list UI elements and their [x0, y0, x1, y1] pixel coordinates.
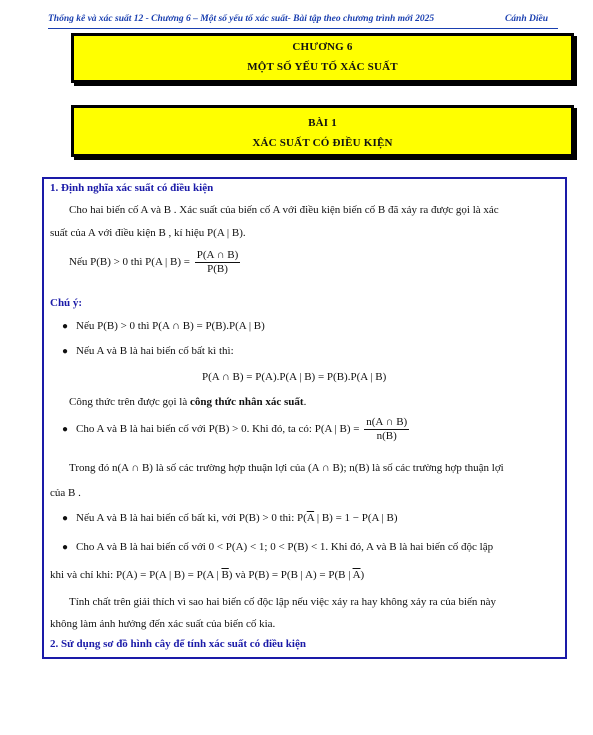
note-bullet-4-prefix: Nếu A và B là hai biến cố bất kì, với P(B) > 0 thì: P(: [76, 512, 307, 524]
note-bullet-5: [62, 541, 493, 554]
note-bullet-1: [62, 320, 265, 333]
note-heading: Chú ý:: [50, 297, 83, 309]
content-box: [42, 177, 567, 659]
where-line-1: Trong đó n(A ∩ B) là số các trường hợp thuận lợi của (A ∩ B); n(B) là số các trường hợp thuận lợi: [69, 462, 504, 474]
where-line-2: của B .: [50, 487, 81, 499]
note-bullet-3-text: Cho A và B là hai biến cố với P(B) > 0. Khi đó, ta có: P(A | B) =: [76, 423, 360, 436]
conditional-fraction-denominator: P(B): [207, 263, 228, 276]
section-1-heading: 1. Định nghĩa xác suất có điều kiện: [50, 182, 214, 194]
definition-line-2: suất của A với điều kiện B , kí hiệu P(A | B).: [50, 227, 246, 239]
independence-part-a: khi và chỉ khi: P(A) = P(A | B) = P(A |: [50, 569, 222, 581]
independence-line-2: không làm ảnh hưởng đến xác suất của biến cố kia.: [50, 618, 276, 630]
note-bullet-1-text: Nếu P(B) > 0 thì P(A ∩ B) = P(B).P(A | B): [76, 320, 265, 332]
count-fraction-denominator: n(B): [376, 430, 397, 443]
running-header: [48, 14, 558, 29]
note-bullet-4-suffix: | B) = 1 − P(A | B): [314, 512, 398, 524]
section-2-heading: 2. Sử dụng sơ đồ hình cây để tính xác suất có điều kiện: [50, 638, 306, 650]
independence-part-b: ) và P(B) = P(B | A) = P(B |: [228, 569, 353, 581]
independence-line-1: Tính chất trên giải thích vì sao hai biến cố độc lập nếu việc xảy ra hay không xảy ra của biến này: [69, 596, 497, 608]
independence-condition: [50, 569, 364, 582]
bullet-dot-icon: ●: [62, 321, 69, 332]
count-fraction: [364, 416, 409, 443]
conditional-formula: [69, 249, 242, 276]
multiplication-rule-prefix: Công thức trên được gọi là: [69, 396, 190, 408]
definition-line-1: Cho hai biến cố A và B . Xác suất của biến cố A với điều kiện biến cố B đã xảy ra được gọi là xác: [69, 204, 499, 216]
bullet-dot-icon: ●: [62, 542, 69, 553]
note-bullet-3: [62, 416, 411, 443]
bullet-dot-icon: ●: [62, 424, 69, 436]
complement-a: $\overline{A}$: [306, 512, 315, 524]
count-fraction-numerator: n(A ∩ B): [364, 416, 409, 430]
bullet-dot-icon: ●: [62, 513, 69, 524]
conditional-fraction-numerator: P(A ∩ B): [195, 249, 241, 263]
conditional-fraction: [195, 249, 241, 276]
bullet-dot-icon: ●: [62, 346, 69, 357]
header-publisher: Cánh Diều: [504, 14, 548, 24]
chapter-banner: [71, 33, 574, 83]
chapter-label: CHƯƠNG 6: [292, 41, 353, 53]
note-bullet-5-line-1: Cho A và B là hai biến cố với 0 < P(A) < 1; 0 < P(B) < 1. Khi đó, A và B là hai biến cố độc lập: [76, 541, 494, 553]
chapter-title: MỘT SỐ YẾU TỐ XÁC SUẤT: [247, 61, 398, 73]
note-bullet-4: [62, 512, 398, 525]
complement-b: $\overline{B}$: [221, 569, 229, 581]
multiplication-rule-name: công thức nhân xác suất: [190, 396, 304, 408]
multiplication-rule-suffix: .: [303, 396, 307, 408]
multiplication-rule-line: [69, 396, 306, 409]
note-bullet-2-text: Nếu A và B là hai biến cố bất kì thì:: [76, 345, 234, 357]
lesson-label: BÀI 1: [308, 117, 337, 129]
note-bullet-2: [62, 345, 234, 358]
lesson-title: XÁC SUẤT CÓ ĐIỀU KIỆN: [252, 137, 393, 149]
lesson-banner: [71, 105, 574, 157]
independence-part-c: ): [360, 569, 365, 581]
conditional-formula-prefix: Nếu P(B) > 0 thì P(A | B) =: [69, 256, 190, 269]
header-title: Thống kê và xác suất 12 - Chương 6 – Một số yếu tố xác suất- Bài tập theo chương trình mới 2025: [48, 14, 435, 24]
complement-a-2: $\overline{A}$: [352, 569, 361, 581]
multiplication-formula: P(A ∩ B) = P(A).P(A | B) = P(B).P(A | B): [202, 371, 387, 383]
